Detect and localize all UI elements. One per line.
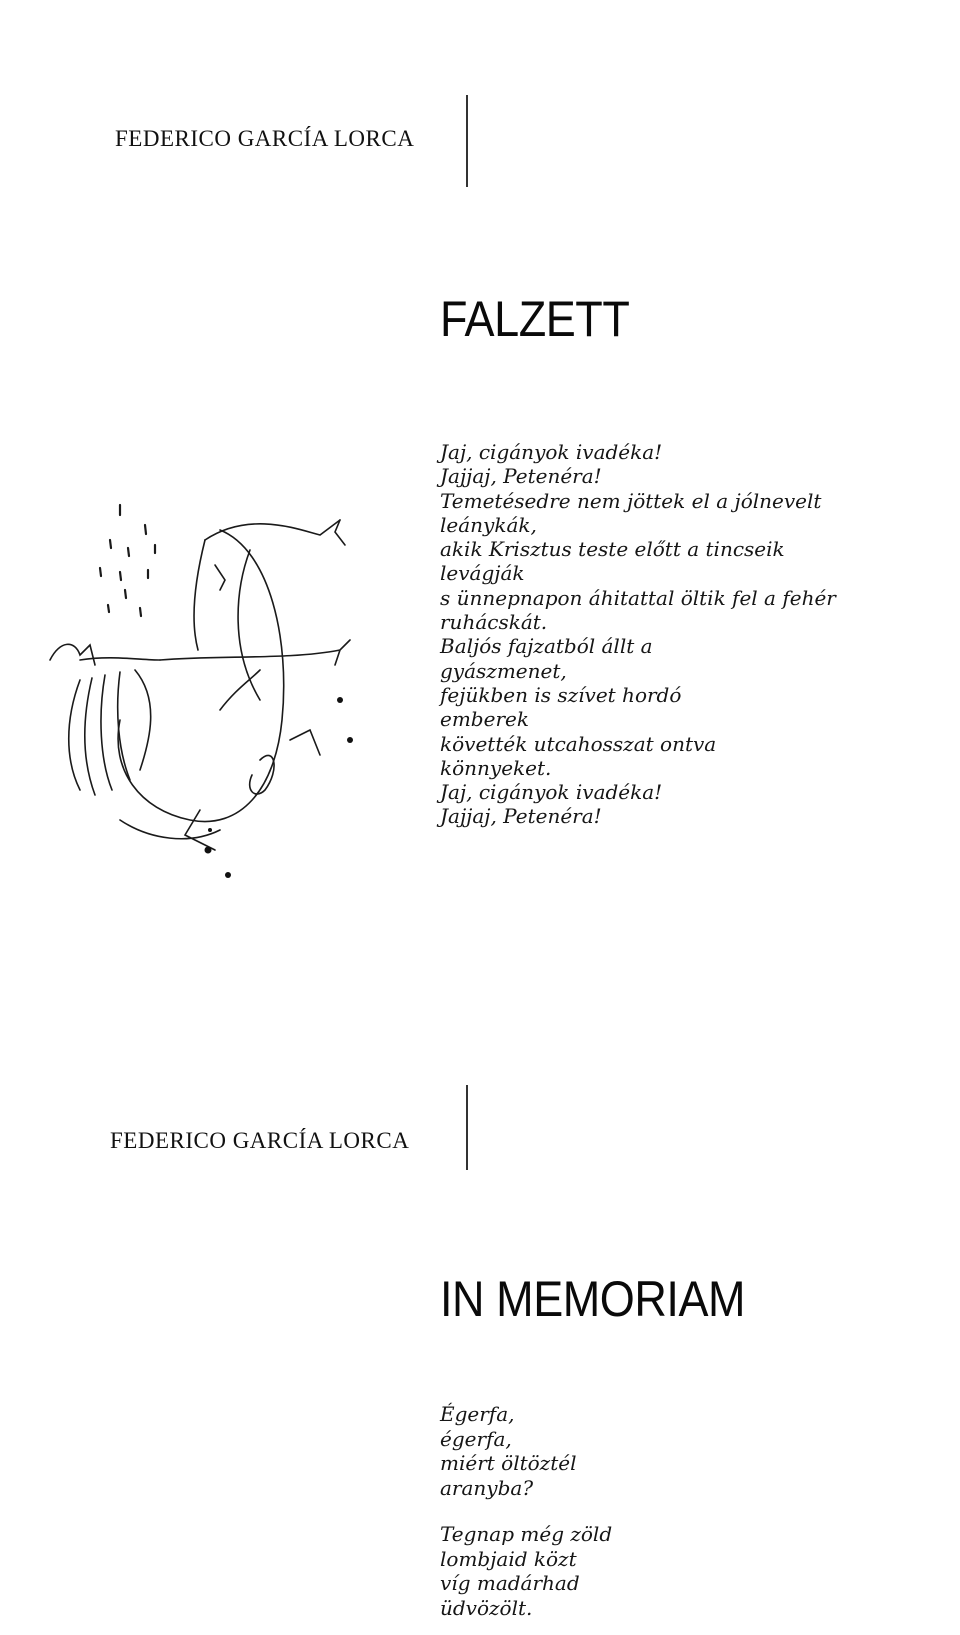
drawing-stroke [69, 680, 80, 790]
poem-line: Tegnap még zöld [440, 1522, 613, 1546]
poem-line: Temetésedre nem jöttek el a jólnevelt [440, 488, 822, 513]
header-divider [466, 95, 468, 187]
poem-text [440, 1402, 612, 1620]
poem-line: ruhácskát. [440, 610, 548, 635]
drawing-stroke [335, 520, 345, 545]
poem-line: lombjaid közt [440, 1546, 577, 1571]
poem-line: s ünnepnapon áhitattal öltik fel a fehér [440, 585, 836, 610]
poem-line: aranyba? [440, 1475, 534, 1500]
author-name: FEDERICO GARCÍA LORCA [110, 1128, 410, 1153]
drawing-stroke [135, 670, 151, 770]
poem-title: FALZETT [440, 291, 630, 347]
drawing-stroke [85, 678, 95, 795]
author-name: FEDERICO GARCÍA LORCA [115, 126, 415, 151]
rain-marks [100, 505, 155, 616]
poem-line: könnyeket. [440, 755, 552, 780]
stanza-break [440, 1500, 612, 1522]
poem-line: akik Krisztus teste előtt a tincseik [440, 537, 785, 562]
poem-line: Baljós fajzatból állt a [440, 634, 653, 659]
poem-line: Jajjaj, Petenéra! [440, 804, 602, 829]
header-divider [466, 1085, 468, 1170]
drawing-stroke [120, 820, 220, 839]
poem-line: égerfa, [440, 1426, 512, 1451]
poem-line: víg madárhad [440, 1571, 580, 1595]
poem-title: IN MEMORIAM [440, 1271, 746, 1327]
poem-line: Jaj, cigányok ivadéka! [440, 440, 663, 464]
poem-line: üdvözölt. [440, 1595, 533, 1620]
drawing-stroke [50, 644, 95, 665]
poem-line: Jaj, cigányok ivadéka! [440, 780, 663, 805]
poem-line: követték utcahosszat ontva [440, 731, 717, 756]
poem-line: levágják [440, 561, 525, 586]
drawing-stroke [238, 550, 260, 700]
drawing-stroke [80, 658, 160, 660]
poem-line: emberek [440, 707, 529, 732]
drawing-stroke [194, 540, 205, 650]
ink-dots [205, 697, 354, 878]
poem-text [440, 440, 836, 829]
poem-line: miért öltöztél [440, 1451, 577, 1475]
poem-line: leánykák, [440, 512, 537, 537]
line-drawing-illustration [20, 490, 390, 880]
poem-line: fejükben is szívet hordó [440, 682, 682, 707]
drawing-stroke [160, 640, 350, 665]
drawing-stroke [118, 530, 284, 822]
drawing-stroke [205, 520, 340, 540]
poem-line: Égerfa, [440, 1402, 515, 1426]
poem-line: Jajjaj, Petenéra! [440, 464, 602, 489]
poem-line: gyászmenet, [440, 658, 567, 683]
drawing-stroke [215, 565, 225, 590]
drawing-stroke [290, 730, 320, 755]
drawing-stroke [101, 675, 112, 790]
